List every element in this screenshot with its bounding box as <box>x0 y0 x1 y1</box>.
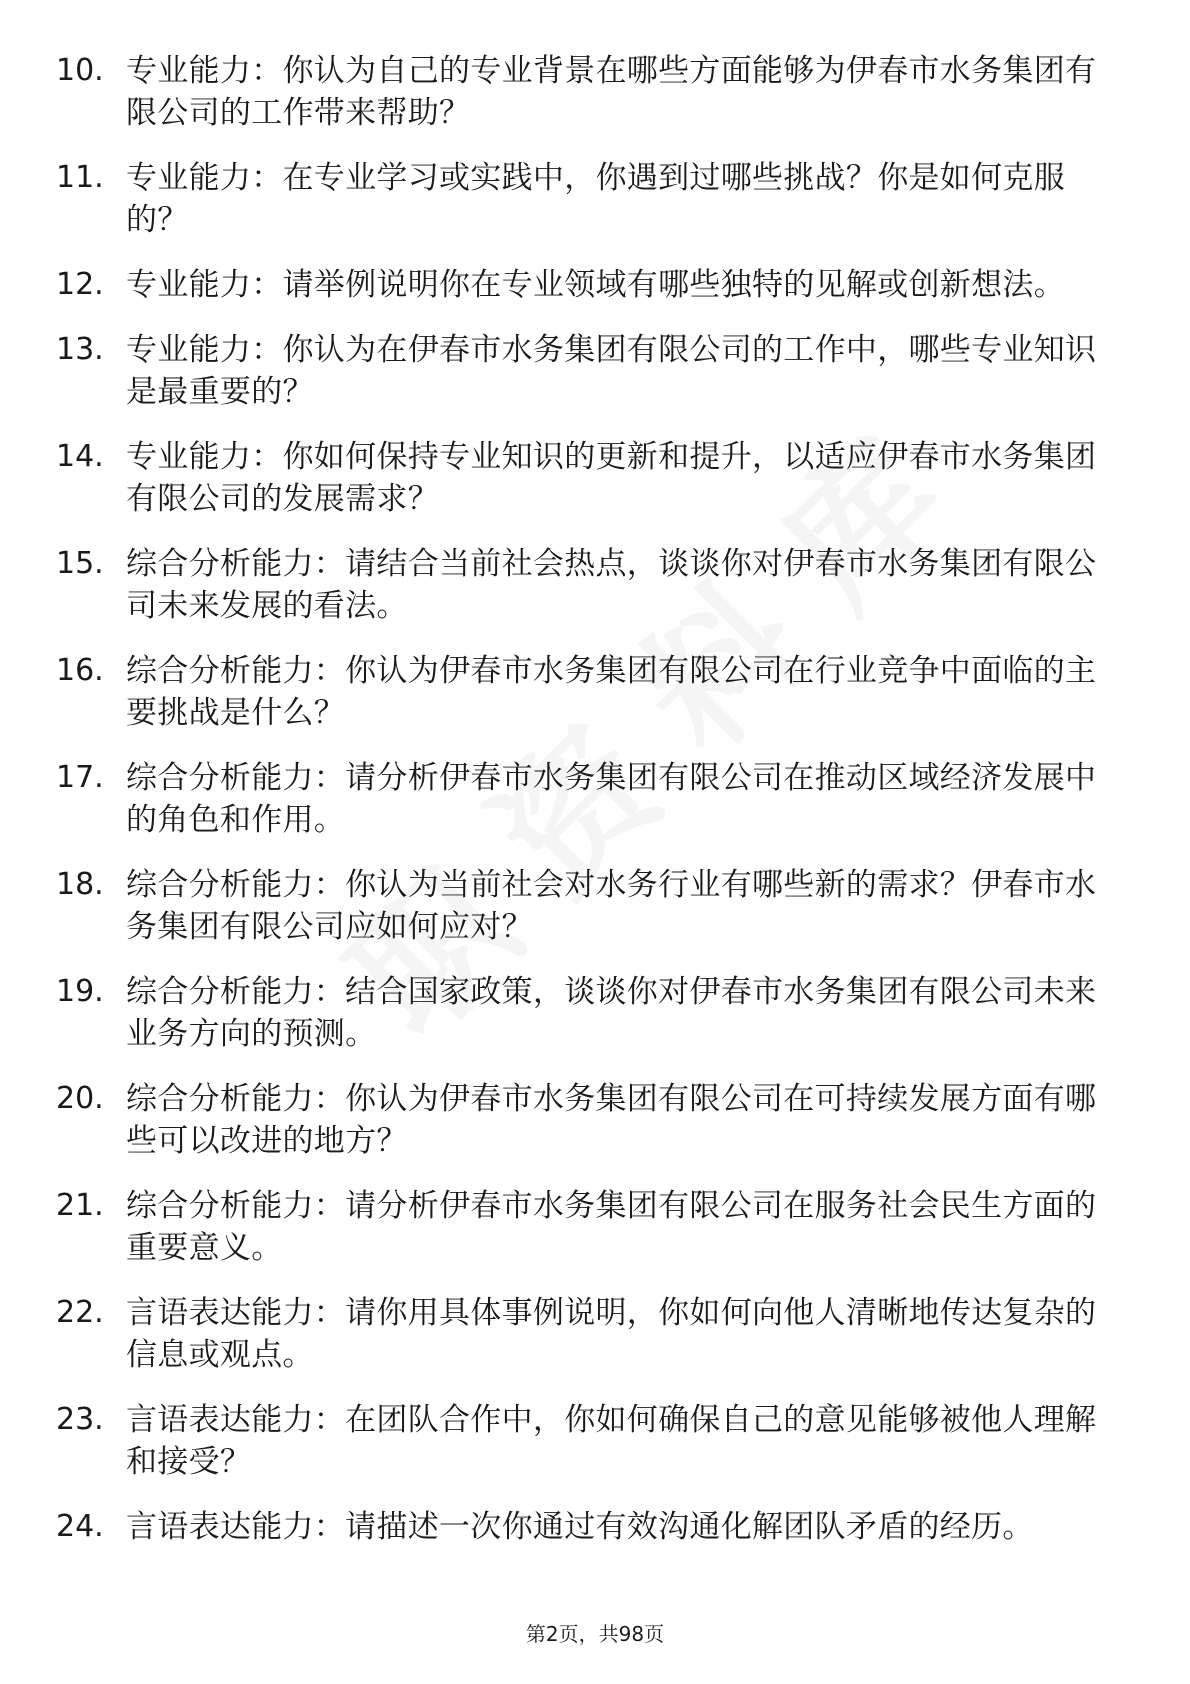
list-item <box>56 1185 1116 1269</box>
question-text: 综合分析能力：你认为当前社会对水务行业有哪些新的需求？伊春市水务集团有限公司应如何应对？ <box>126 867 1097 945</box>
question-text: 言语表达能力：请描述一次你通过有效沟通化解团队矛盾的经历。 <box>126 1509 1034 1545</box>
list-item <box>56 864 1116 948</box>
question-text: 专业能力：你认为自己的专业背景在哪些方面能够为伊春市水务集团有限公司的工作带来帮助？ <box>126 53 1097 131</box>
list-item <box>56 264 1116 306</box>
question-number: 18. <box>56 867 104 902</box>
question-number: 17. <box>56 760 104 795</box>
question-number: 14. <box>56 439 104 474</box>
question-text: 综合分析能力：请结合当前社会热点，谈谈你对伊春市水务集团有限公司未来发展的看法。 <box>126 546 1097 624</box>
question-text: 专业能力：在专业学习或实践中，你遇到过哪些挑战？你是如何克服的？ <box>126 160 1065 238</box>
list-item <box>56 50 1116 134</box>
list-item <box>56 971 1116 1055</box>
question-number: 16. <box>56 653 104 688</box>
question-text: 综合分析能力：请分析伊春市水务集团有限公司在推动区域经济发展中的角色和作用。 <box>126 760 1097 838</box>
list-item <box>56 1292 1116 1376</box>
question-number: 19. <box>56 974 104 1009</box>
list-item <box>56 436 1116 520</box>
question-number: 20. <box>56 1081 104 1116</box>
page-indicator: 第2页，共98页 <box>525 1622 665 1646</box>
list-item <box>56 1399 1116 1483</box>
question-text: 综合分析能力：你认为伊春市水务集团有限公司在行业竞争中面临的主要挑战是什么？ <box>126 653 1097 731</box>
question-number: 21. <box>56 1188 104 1223</box>
list-item <box>56 650 1116 734</box>
question-number: 15. <box>56 546 104 581</box>
list-item <box>56 1078 1116 1162</box>
list-item <box>56 329 1116 413</box>
list-item <box>56 157 1116 241</box>
list-item <box>56 543 1116 627</box>
question-number: 22. <box>56 1295 104 1330</box>
question-text: 言语表达能力：在团队合作中，你如何确保自己的意见能够被他人理解和接受？ <box>126 1402 1097 1480</box>
list-item <box>56 1506 1116 1548</box>
question-text: 综合分析能力：请分析伊春市水务集团有限公司在服务社会民生方面的重要意义。 <box>126 1188 1097 1266</box>
question-text: 综合分析能力：结合国家政策，谈谈你对伊春市水务集团有限公司未来业务方向的预测。 <box>126 974 1097 1052</box>
question-list <box>56 50 1116 1571</box>
question-number: 13. <box>56 332 104 367</box>
question-number: 23. <box>56 1402 104 1437</box>
question-number: 12. <box>56 267 104 302</box>
question-text: 专业能力：你认为在伊春市水务集团有限公司的工作中，哪些专业知识是最重要的？ <box>126 332 1097 410</box>
question-text: 言语表达能力：请你用具体事例说明，你如何向他人清晰地传达复杂的信息或观点。 <box>126 1295 1097 1373</box>
question-text: 专业能力：你如何保持专业知识的更新和提升，以适应伊春市水务集团有限公司的发展需求？ <box>126 439 1097 517</box>
question-number: 10. <box>56 53 104 88</box>
question-text: 综合分析能力：你认为伊春市水务集团有限公司在可持续发展方面有哪些可以改进的地方？ <box>126 1081 1097 1159</box>
list-item <box>56 757 1116 841</box>
question-text: 专业能力：请举例说明你在专业领域有哪些独特的见解或创新想法。 <box>126 267 1065 303</box>
question-number: 11. <box>56 160 104 195</box>
question-number: 24. <box>56 1509 104 1544</box>
